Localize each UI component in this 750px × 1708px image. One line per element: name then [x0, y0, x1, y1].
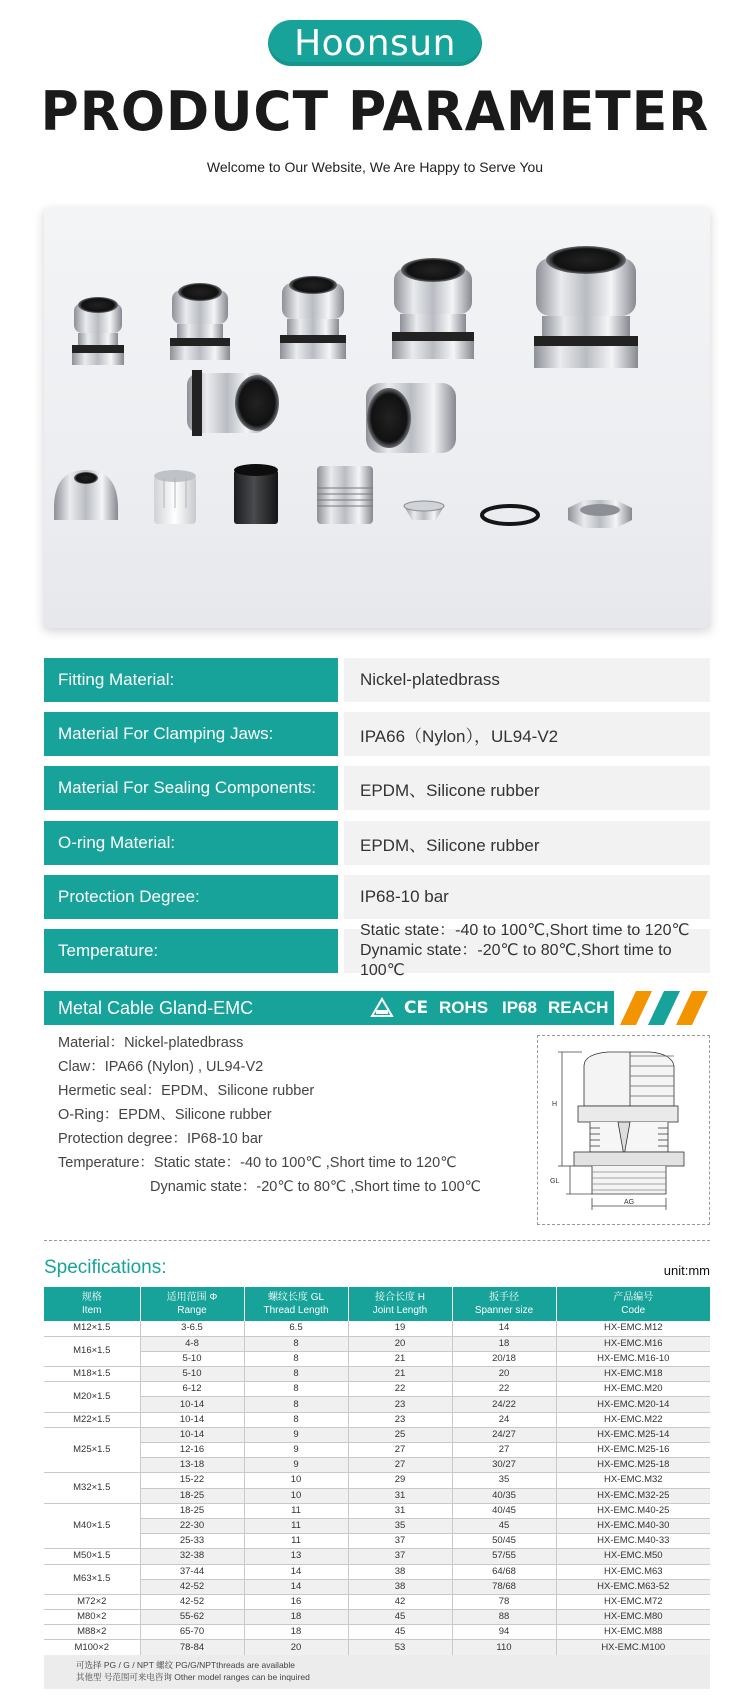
item-cell: M40×1.5	[44, 1503, 140, 1549]
item-cell: M100×2	[44, 1640, 140, 1655]
range-cell: 65-70	[140, 1625, 244, 1640]
column-header	[556, 1287, 710, 1321]
table-row	[44, 1321, 710, 1336]
thread-length-cell: 18	[244, 1610, 348, 1625]
spanner-cell: 14	[452, 1321, 556, 1336]
range-cell: 12-16	[140, 1443, 244, 1458]
code-cell: HX-EMC.M63-52	[556, 1579, 710, 1594]
range-cell: 42-52	[140, 1579, 244, 1594]
joint-length-cell: 22	[348, 1382, 452, 1397]
joint-length-cell: 20	[348, 1336, 452, 1351]
column-header	[348, 1287, 452, 1321]
range-cell: 37-44	[140, 1564, 244, 1579]
gland-m40	[534, 246, 638, 368]
thread-length-cell: 8	[244, 1382, 348, 1397]
item-cell: M72×2	[44, 1594, 140, 1609]
spanner-cell: 88	[452, 1610, 556, 1625]
param-value: IPA66（Nylon），UL94-V2	[344, 712, 710, 756]
column-header	[140, 1287, 244, 1321]
item-cell: M88×2	[44, 1625, 140, 1640]
table-header-row	[44, 1287, 710, 1321]
code-cell: HX-EMC.M25-16	[556, 1443, 710, 1458]
code-cell: HX-EMC.M25-14	[556, 1427, 710, 1442]
code-cell: HX-EMC.M50	[556, 1549, 710, 1564]
code-cell: HX-EMC.M32-25	[556, 1488, 710, 1503]
thread-length-cell: 8	[244, 1367, 348, 1382]
param-value: IP68-10 bar	[344, 875, 710, 919]
table-row	[44, 1518, 710, 1533]
range-cell: 5-10	[140, 1351, 244, 1366]
spanner-cell: 27	[452, 1443, 556, 1458]
param-value: EPDM、Silicone rubber	[344, 821, 710, 865]
joint-length-cell: 21	[348, 1367, 452, 1382]
param-value: Nickel-platedbrass	[344, 658, 710, 702]
thread-length-cell: 8	[244, 1336, 348, 1351]
spanner-cell: 20	[452, 1367, 556, 1382]
joint-length-cell: 21	[348, 1351, 452, 1366]
spanner-cell: 24	[452, 1412, 556, 1427]
item-cell: M63×1.5	[44, 1564, 140, 1594]
code-cell: HX-EMC.M72	[556, 1594, 710, 1609]
gland-m16	[170, 283, 230, 360]
column-header-en: Thread Length	[263, 1305, 329, 1316]
lock-nut	[568, 500, 632, 528]
emc-line-claw: Claw：IPA66 (Nylon) , UL94-V2	[58, 1059, 264, 1075]
code-cell: HX-EMC.M16	[556, 1336, 710, 1351]
emc-spec-list	[58, 1031, 481, 1199]
thread-length-cell: 9	[244, 1458, 348, 1473]
footnote-models: 其他型 号范围可来电咨询 Other model ranges can be inquired	[76, 1672, 310, 1682]
item-cell: M20×1.5	[44, 1382, 140, 1412]
joint-length-cell: 19	[348, 1321, 452, 1336]
param-label: Fitting Material:	[44, 658, 338, 702]
param-value-line-2: Dynamic state：-20℃ to 80℃,Short time to 100℃	[360, 942, 672, 979]
column-header	[244, 1287, 348, 1321]
table-row	[44, 1397, 710, 1412]
column-header-en: Range	[177, 1305, 207, 1316]
code-cell: HX-EMC.M20-14	[556, 1397, 710, 1412]
spanner-cell: 40/45	[452, 1503, 556, 1518]
thread-length-cell: 11	[244, 1518, 348, 1533]
item-cell: M32×1.5	[44, 1473, 140, 1503]
thread-length-cell: 14	[244, 1579, 348, 1594]
spanner-cell: 50/45	[452, 1534, 556, 1549]
technical-drawing	[537, 1035, 710, 1225]
white-claw	[154, 470, 196, 524]
thread-length-cell: 13	[244, 1549, 348, 1564]
table-row	[44, 1367, 710, 1382]
specifications-table	[44, 1287, 710, 1656]
range-cell: 5-10	[140, 1367, 244, 1382]
table-row	[44, 1594, 710, 1609]
brand-logo: Hoonsun	[268, 20, 482, 66]
footnote-threads: 可选择 PG / G / NPT 螺纹 PG/G/NPTthreads are available	[76, 1660, 296, 1670]
joint-length-cell: 29	[348, 1473, 452, 1488]
column-header	[44, 1287, 140, 1321]
spanner-cell: 78	[452, 1594, 556, 1609]
page-subtitle: Welcome to Our Website, We Are Happy to Serve You	[206, 159, 544, 175]
item-cell: M22×1.5	[44, 1412, 140, 1427]
rohs-mark: ROHS	[439, 998, 489, 1017]
table-footnote	[44, 1655, 710, 1689]
range-cell: 6-12	[140, 1382, 244, 1397]
table-row	[44, 1473, 710, 1488]
spanner-cell: 20/18	[452, 1351, 556, 1366]
thread-length-cell: 14	[244, 1564, 348, 1579]
param-label: Material For Clamping Jaws:	[44, 712, 338, 756]
label-gl: GL	[550, 1178, 560, 1185]
thread-length-cell: 20	[244, 1640, 348, 1655]
black-seal	[234, 464, 278, 524]
param-row-fitting-material	[44, 658, 710, 702]
joint-length-cell: 23	[348, 1397, 452, 1412]
spanner-cell: 24/22	[452, 1397, 556, 1412]
cable-glands-illustration	[44, 208, 710, 628]
thread-length-cell: 11	[244, 1503, 348, 1518]
joint-length-cell: 35	[348, 1518, 452, 1533]
spanner-cell: 78/68	[452, 1579, 556, 1594]
code-cell: HX-EMC.M12	[556, 1321, 710, 1336]
table-row	[44, 1625, 710, 1640]
joint-length-cell: 38	[348, 1564, 452, 1579]
column-header-cn: 产品编号	[613, 1292, 654, 1303]
param-label: O-ring Material:	[44, 821, 338, 865]
emc-line-protection: Protection degree：IP68-10 bar	[58, 1131, 263, 1147]
column-header-cn: 适用范围 Φ	[166, 1292, 218, 1303]
item-cell: M16×1.5	[44, 1336, 140, 1366]
code-cell: HX-EMC.M40-33	[556, 1534, 710, 1549]
emc-header-bar	[44, 991, 710, 1025]
code-cell: HX-EMC.M80	[556, 1610, 710, 1625]
spanner-cell: 45	[452, 1518, 556, 1533]
joint-length-cell: 45	[348, 1625, 452, 1640]
table-row	[44, 1503, 710, 1518]
gland-drawing-icon	[538, 1036, 711, 1226]
column-header-en: Code	[621, 1305, 646, 1316]
param-row-clamping-jaws	[44, 712, 710, 756]
dome-cap	[54, 470, 118, 520]
joint-length-cell: 27	[348, 1443, 452, 1458]
ce-mark: CE	[404, 998, 429, 1018]
item-cell: M25×1.5	[44, 1427, 140, 1473]
range-cell: 18-25	[140, 1503, 244, 1518]
table-row	[44, 1458, 710, 1473]
code-cell: HX-EMC.M22	[556, 1412, 710, 1427]
unit-label: unit:mm	[663, 1263, 710, 1278]
specifications-title: Specifications:	[44, 1257, 167, 1278]
emc-line-temperature: Temperature：Static state：-40 to 100℃ ,Short time to 120℃	[58, 1155, 457, 1171]
spanner-cell: 40/35	[452, 1488, 556, 1503]
code-cell: HX-EMC.M40-30	[556, 1518, 710, 1533]
spanner-cell: 64/68	[452, 1564, 556, 1579]
thread-length-cell: 6.5	[244, 1321, 348, 1336]
thread-length-cell: 9	[244, 1443, 348, 1458]
code-cell: HX-EMC.M88	[556, 1625, 710, 1640]
code-cell: HX-EMC.M20	[556, 1382, 710, 1397]
emc-line-material: Material：Nickel-platedbrass	[58, 1035, 244, 1051]
item-cell: M12×1.5	[44, 1321, 140, 1336]
joint-length-cell: 27	[348, 1458, 452, 1473]
table-row	[44, 1579, 710, 1594]
spanner-cell: 110	[452, 1640, 556, 1655]
joint-length-cell: 23	[348, 1412, 452, 1427]
column-header-cn: 扳手径	[489, 1292, 519, 1303]
thread-length-cell: 8	[244, 1397, 348, 1412]
table-row	[44, 1351, 710, 1366]
product-photo	[44, 208, 710, 628]
range-cell: 55-62	[140, 1610, 244, 1625]
thread-length-cell: 16	[244, 1594, 348, 1609]
param-value-line-1: Static state：-40 to 100℃,Short time to 120℃	[360, 922, 690, 939]
range-cell: 22-30	[140, 1518, 244, 1533]
gland-m12	[72, 297, 124, 365]
range-cell: 10-14	[140, 1412, 244, 1427]
column-header-cn: 螺纹长度 GL	[267, 1292, 325, 1303]
param-row-temperature	[44, 922, 710, 979]
range-cell: 32-38	[140, 1549, 244, 1564]
spanner-cell: 22	[452, 1382, 556, 1397]
gland-angled-right	[366, 383, 456, 453]
param-row-sealing-components	[44, 766, 710, 810]
joint-length-cell: 31	[348, 1488, 452, 1503]
code-cell: HX-EMC.M40-25	[556, 1503, 710, 1518]
table-row	[44, 1534, 710, 1549]
gland-angled-left	[187, 370, 279, 436]
table-row	[44, 1336, 710, 1351]
table-row	[44, 1427, 710, 1442]
thread-length-cell: 8	[244, 1351, 348, 1366]
section-divider	[44, 1240, 710, 1241]
thread-length-cell: 9	[244, 1427, 348, 1442]
ip68-mark: IP68	[502, 998, 537, 1017]
label-ag: AG	[624, 1199, 635, 1206]
emc-title: Metal Cable Gland-EMC	[58, 998, 254, 1018]
range-cell: 18-25	[140, 1488, 244, 1503]
column-header-en: Spanner size	[474, 1305, 534, 1316]
tuv-cert-icon	[370, 997, 394, 1019]
code-cell: HX-EMC.M63	[556, 1564, 710, 1579]
code-cell: HX-EMC.M100	[556, 1640, 710, 1655]
o-ring	[482, 506, 538, 524]
spanner-cell: 30/27	[452, 1458, 556, 1473]
range-cell: 3-6.5	[140, 1321, 244, 1336]
param-value	[344, 922, 710, 979]
joint-length-cell: 45	[348, 1610, 452, 1625]
gland-m32	[392, 258, 474, 359]
param-row-protection-degree	[44, 875, 710, 919]
param-row-o-ring	[44, 821, 710, 865]
joint-length-cell: 37	[348, 1549, 452, 1564]
emc-spring	[404, 501, 444, 520]
range-cell: 15-22	[140, 1473, 244, 1488]
column-header-cn: 接合长度 H	[375, 1292, 425, 1303]
item-cell: M50×1.5	[44, 1549, 140, 1564]
joint-length-cell: 25	[348, 1427, 452, 1442]
item-cell: M80×2	[44, 1610, 140, 1625]
table-row	[44, 1488, 710, 1503]
thread-length-cell: 11	[244, 1534, 348, 1549]
table-row	[44, 1382, 710, 1397]
joint-length-cell: 37	[348, 1534, 452, 1549]
thread-length-cell: 8	[244, 1412, 348, 1427]
range-cell: 13-18	[140, 1458, 244, 1473]
spanner-cell: 35	[452, 1473, 556, 1488]
table-row	[44, 1412, 710, 1427]
item-cell: M18×1.5	[44, 1367, 140, 1382]
emc-line-o-ring: O-Ring：EPDM、Silicone rubber	[58, 1107, 272, 1123]
thread-length-cell: 10	[244, 1488, 348, 1503]
page-title: PRODUCT PARAMETER	[40, 80, 710, 144]
spanner-cell: 18	[452, 1336, 556, 1351]
range-cell: 10-14	[140, 1397, 244, 1412]
param-label: Temperature:	[44, 929, 338, 973]
decorative-stripes-icon	[614, 991, 710, 1025]
param-label: Protection Degree:	[44, 875, 338, 919]
range-cell: 4-8	[140, 1336, 244, 1351]
reach-mark: REACH	[548, 998, 609, 1017]
range-cell: 42-52	[140, 1594, 244, 1609]
emc-line-hermetic-seal: Hermetic seal：EPDM、Silicone rubber	[58, 1083, 315, 1099]
gland-m20	[280, 276, 346, 359]
table-row	[44, 1610, 710, 1625]
label-h: H	[552, 1101, 558, 1108]
thread-length-cell: 18	[244, 1625, 348, 1640]
joint-length-cell: 42	[348, 1594, 452, 1609]
column-header-en: Joint Length	[372, 1305, 428, 1316]
code-cell: HX-EMC.M18	[556, 1367, 710, 1382]
table-body	[44, 1321, 710, 1655]
range-cell: 10-14	[140, 1427, 244, 1442]
spanner-cell: 94	[452, 1625, 556, 1640]
table-row	[44, 1549, 710, 1564]
range-cell: 78-84	[140, 1640, 244, 1655]
param-label: Material For Sealing Components:	[44, 766, 338, 810]
table-row	[44, 1564, 710, 1579]
column-header	[452, 1287, 556, 1321]
joint-length-cell: 53	[348, 1640, 452, 1655]
range-cell: 25-33	[140, 1534, 244, 1549]
code-cell: HX-EMC.M16-10	[556, 1351, 710, 1366]
emc-line-temperature-dynamic: Dynamic state：-20℃ to 80℃ ,Short time to 100℃	[150, 1179, 481, 1195]
joint-length-cell: 31	[348, 1503, 452, 1518]
code-cell: HX-EMC.M32	[556, 1473, 710, 1488]
thread-length-cell: 10	[244, 1473, 348, 1488]
code-cell: HX-EMC.M25-18	[556, 1458, 710, 1473]
thread-body	[317, 466, 373, 524]
spanner-cell: 24/27	[452, 1427, 556, 1442]
table-row	[44, 1640, 710, 1655]
column-header-cn: 规格	[81, 1292, 102, 1303]
spanner-cell: 57/55	[452, 1549, 556, 1564]
table-row	[44, 1443, 710, 1458]
column-header-en: Item	[82, 1305, 102, 1316]
param-value: EPDM、Silicone rubber	[344, 766, 710, 810]
joint-length-cell: 38	[348, 1579, 452, 1594]
